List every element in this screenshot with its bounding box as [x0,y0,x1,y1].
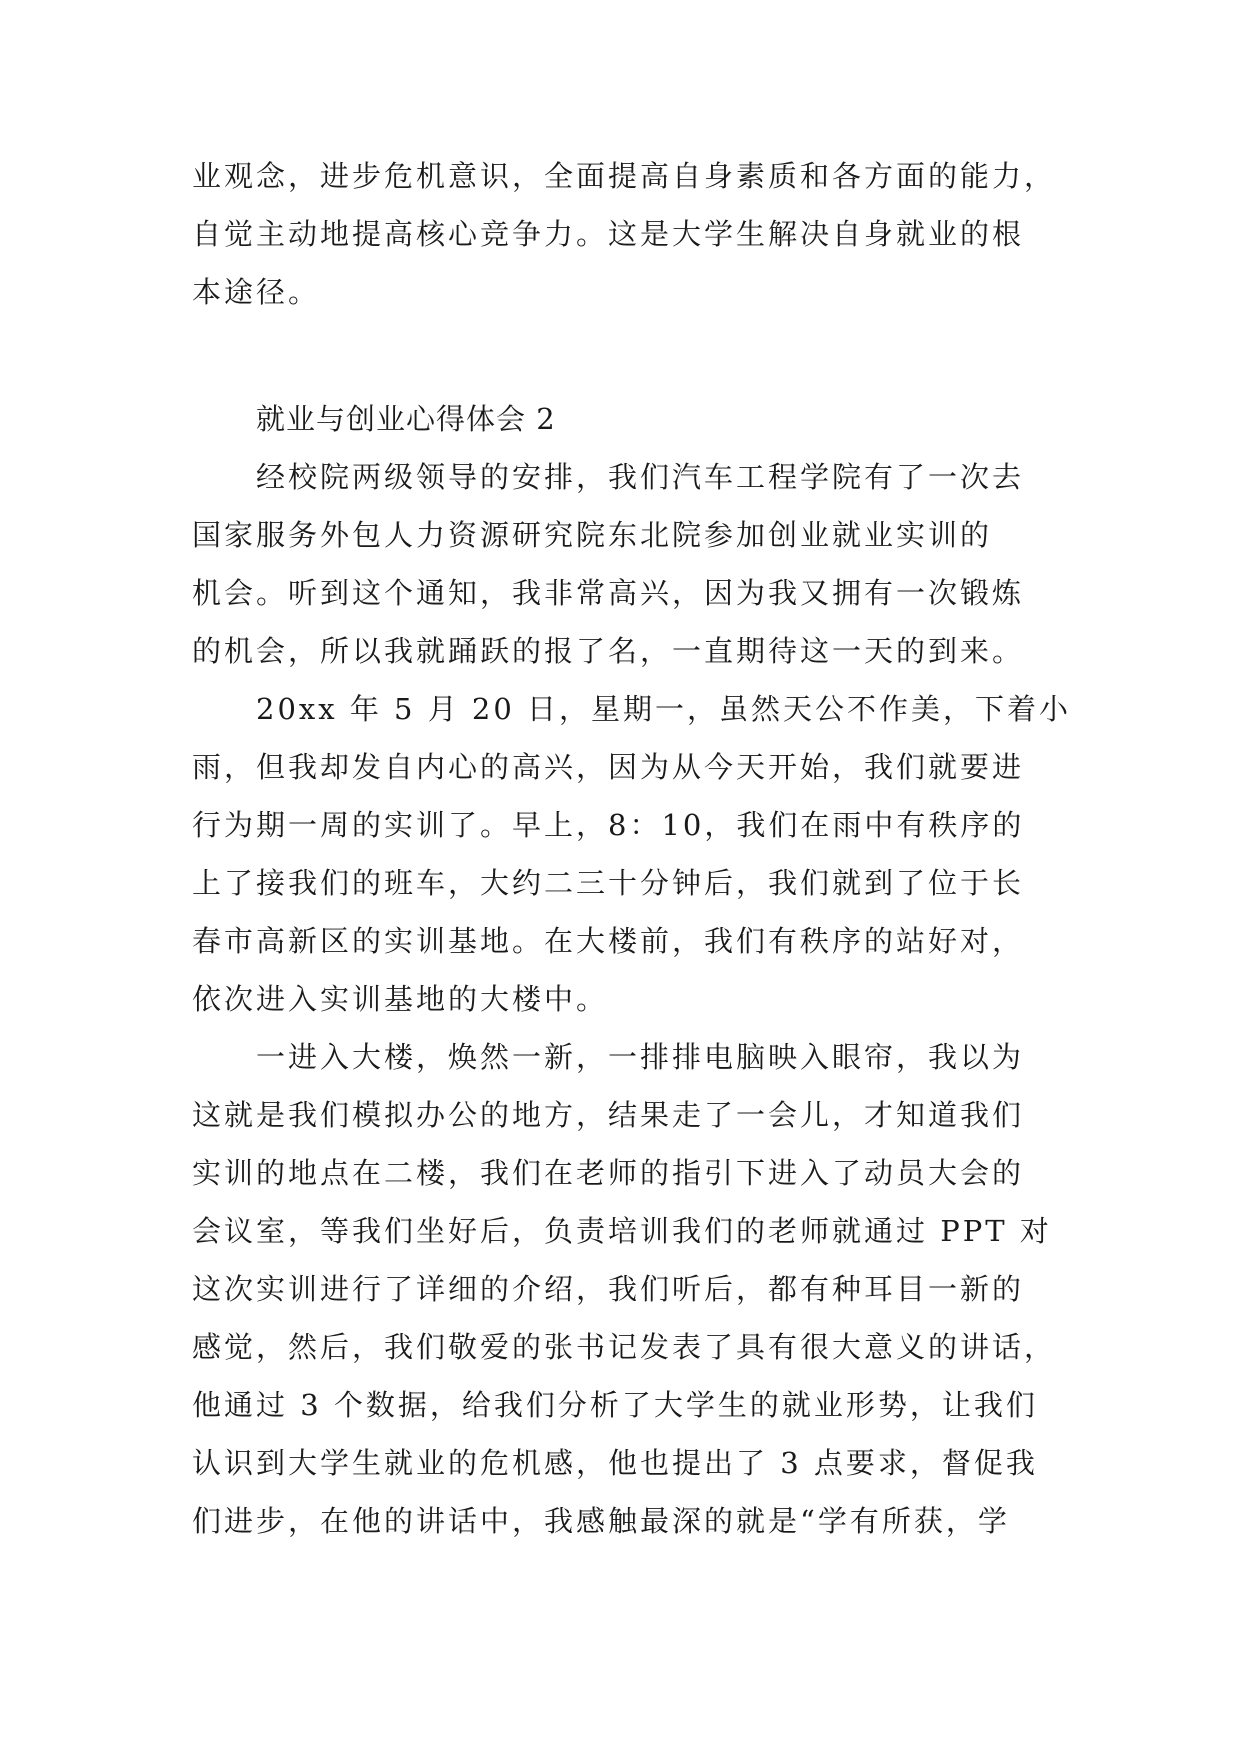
text-line: 业观念，进步危机意识，全面提高自身素质和各方面的能力， [192,159,1057,193]
section-heading [192,390,1062,448]
text-line: 这就是我们模拟办公的地方，结果走了一会儿，才知道我们 [192,1098,1025,1132]
text-line: 认识到大学生就业的危机感，他也提出了 3 点要求，督促我 [192,1446,1038,1480]
text-line: 这次实训进行了详细的介绍，我们听后，都有种耳目一新的 [192,1272,1025,1306]
section-continuation [192,147,1062,321]
text-line: 经校院两级领导的安排，我们汽车工程学院有了一次去 [256,460,1025,494]
text-line: 国家服务外包人力资源研究院东北院参加创业就业实训的 [192,518,993,552]
text-line: 春市高新区的实训基地。在大楼前，我们有秩序的站好对， [192,924,1025,958]
text-line: 感觉，然后，我们敬爱的张书记发表了具有很大意义的讲话， [192,1330,1057,1364]
text-line: 实训的地点在二楼，我们在老师的指引下进入了动员大会的 [192,1156,1025,1190]
text-line: 自觉主动地提高核心竞争力。这是大学生解决自身就业的根 [192,217,1025,251]
text-line: 依次进入实训基地的大楼中。 [192,982,609,1016]
section-title: 就业与创业心得体会 2 [256,402,556,436]
text-line: 本途径。 [192,275,321,309]
paragraph-1 [192,448,1062,680]
text-line: 雨，但我却发自内心的高兴，因为从今天开始，我们就要进 [192,750,1025,784]
text-line: 一进入大楼，焕然一新，一排排电脑映入眼帘，我以为 [256,1040,1025,1074]
text-line: 他通过 3 个数据，给我们分析了大学生的就业形势，让我们 [192,1388,1038,1422]
text-line: 20xx 年 5 月 20 日，星期一，虽然天公不作美，下着小 [256,692,1072,726]
text-line: 行为期一周的实训了。早上，8：10，我们在雨中有秩序的 [192,808,1025,842]
text-line: 们进步，在他的讲话中，我感触最深的就是“学有所获，学 [192,1504,1010,1538]
text-line: 上了接我们的班车，大约二三十分钟后，我们就到了位于长 [192,866,1025,900]
paragraph-2 [192,680,1072,1028]
text-line: 会议室，等我们坐好后，负责培训我们的老师就通过 PPT 对 [192,1214,1052,1248]
paragraph-3 [192,1028,1062,1550]
text-line: 机会。听到这个通知，我非常高兴，因为我又拥有一次锻炼 [192,576,1025,610]
text-line: 的机会，所以我就踊跃的报了名，一直期待这一天的到来。 [192,634,1025,668]
